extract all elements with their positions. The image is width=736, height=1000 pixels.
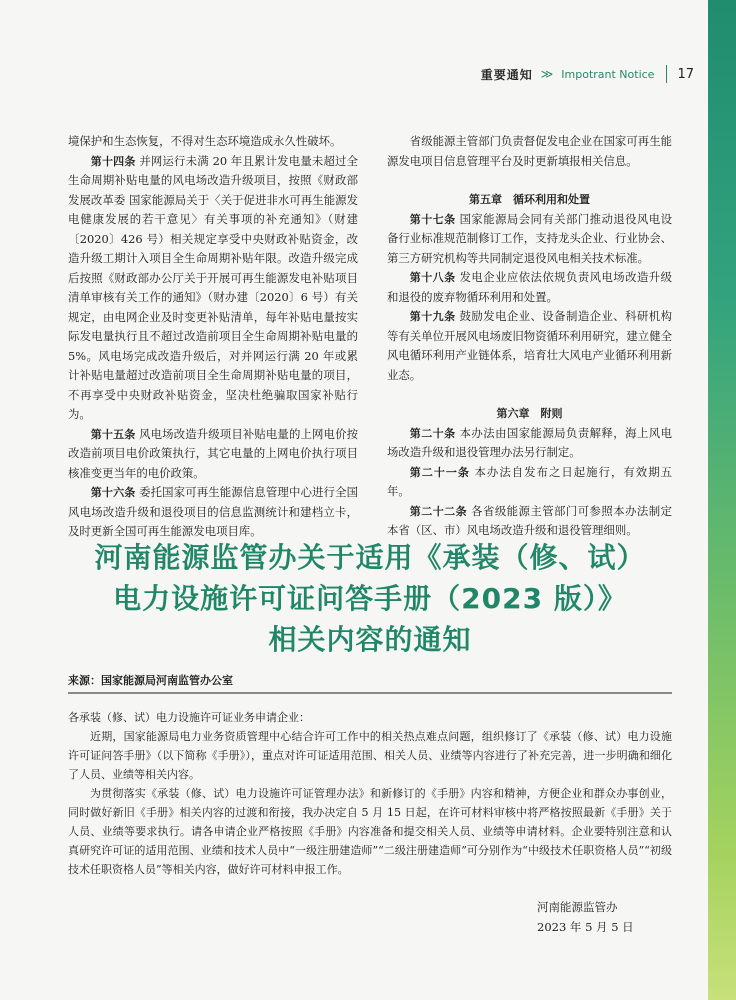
article-label: 第十四条 bbox=[90, 154, 136, 168]
page-header bbox=[481, 64, 694, 84]
article-text: 发电企业应依法依规负责风电场改造升级和退役的废弃物循环利用和处置。 bbox=[387, 270, 672, 304]
notice-paragraph: 为贯彻落实《承装（修、试）电力设施许可证管理办法》和新修订的《手册》内容和精神，方便企业和群众办事创业，同时做好新旧《手册》相关内容的过渡和衔接，我办决定自 5 月 15 日起，在许可材料审核中将严格按照最新《手册》关于人员、业绩等要求执行。请各申请企业严格按照《手册》内容准备和提交相关人员、业绩等申请材料。企业要特别注意和认真研究许可证的适用范围、业绩和技术人员中“一级注册建造师”“二级注册建造师”可分别作为“中级技术任职资格人员”“初级技术任职资格人员”等相关内容，做好许可材料申报工作。 bbox=[68, 787, 672, 876]
article-text: 风电场改造升级项目补贴电量的上网电价按改造前项目电价政策执行，其它电量的上网电价执行项目核准变更当年的电价政策。 bbox=[68, 426, 358, 480]
notice-title-line: 电力设施许可证问答手册（2023 版）》 bbox=[113, 582, 627, 615]
article-text: 鼓励发电企业、设备制造企业、科研机构等有关单位开展风电场废旧物资循环利用研究，建立健全风电循环利用产业链体系，培育壮大风电产业循环利用新业态。 bbox=[387, 309, 672, 382]
notice-body bbox=[68, 708, 672, 879]
chapter-heading: 第五章 循环利用和处置 bbox=[469, 193, 590, 206]
article-label: 第二十条 bbox=[409, 426, 456, 440]
article-text: 并网运行未满 20 年且累计发电量未超过全生命周期补贴电量的风电场改造升级项目，按照《财政部 发展改革委 国家能源局关于〈关于促进非水可再生能源发电健康发展的若干意见〉有关事项的补充通知》（财建〔2020〕426 号）相关规定享受中央财政补贴资金，改造升级工期计入项目全生命周期补贴年限。改造升级完成后按照《财政部办公厅关于开展可再生能源发电补贴项目清单审核有关工作的通知》（财办建〔2020〕6 号）有关规定，由电网企业及时变更补贴清单，每年补贴电量按实际发电量执行且不超过改造前项目全生命周期补贴电量的 5%。风电场完成改造升级后，对并网运行满 20 年或累计补贴电量超过改造前项目全生命周期补贴电量的项目，不再享受中央财政补贴资金，坚决杜绝骗取国家补贴行为。 bbox=[68, 153, 358, 421]
left-column bbox=[68, 132, 358, 542]
section-title-en: Impotrant Notice bbox=[561, 67, 655, 81]
notice-title-line: 河南能源监管办关于适用《承装（修、试） bbox=[94, 541, 646, 574]
article-20 bbox=[387, 424, 672, 463]
right-column bbox=[387, 132, 672, 541]
article-label: 第二十二条 bbox=[409, 504, 468, 518]
header-divider bbox=[666, 65, 667, 83]
article-label: 第十五条 bbox=[90, 427, 136, 441]
article-18 bbox=[387, 268, 672, 307]
article-21 bbox=[387, 463, 672, 502]
article-label: 第十九条 bbox=[409, 310, 456, 323]
chevron-icon: ≫ bbox=[540, 67, 554, 81]
article-22 bbox=[387, 502, 672, 541]
section-title-cn: 重要通知 bbox=[480, 67, 533, 82]
article-text: 本办法自发布之日起施行，有效期五年。 bbox=[387, 464, 672, 498]
article-label: 第十八条 bbox=[409, 271, 456, 284]
notice-title bbox=[40, 537, 700, 660]
greeting: 各承装（修、试）电力设施许可证业务申请企业： bbox=[68, 711, 310, 724]
article-label: 第十六条 bbox=[90, 486, 136, 499]
paragraph: 境保护和生态恢复，不得对生态环境造成永久性破坏。 bbox=[68, 134, 342, 148]
chapter-heading: 第六章 附则 bbox=[496, 407, 563, 420]
article-label: 第十七条 bbox=[409, 212, 456, 226]
notice-paragraph: 近期，国家能源局电力业务资质管理中心结合许可工作中的相关热点难点问题，组织修订了《承装（修、试）电力设施许可证问答手册》（以下简称《手册》），重点对许可证适用范围、相关人员、业绩等内容进行了补充完善，进一步明确和细化了人员、业绩等相关内容。 bbox=[68, 730, 672, 781]
article-text: 国家能源局会同有关部门推动退役风电设备行业标准规范制修订工作，支持龙头企业、行业协会、第三方研究机构等共同制定退役风电相关技术标准。 bbox=[387, 211, 672, 265]
signature-block bbox=[537, 897, 634, 937]
signature-date: 2023 年 5 月 5 日 bbox=[537, 920, 634, 934]
article-15 bbox=[68, 425, 358, 484]
article-17 bbox=[387, 210, 672, 269]
signature-org: 河南能源监管办 bbox=[537, 900, 618, 914]
article-label: 第二十一条 bbox=[409, 465, 470, 479]
paragraph: 省级能源主管部门负责督促发电企业在国家可再生能源发电项目信息管理平台及时更新填报相关信息。 bbox=[387, 134, 672, 168]
article-16 bbox=[68, 483, 358, 542]
page-number: 17 bbox=[677, 66, 694, 82]
article-text: 各省级能源主管部门可参照本办法制定本省（区、市）风电场改造升级和退役管理细则。 bbox=[387, 503, 672, 537]
article-text: 本办法由国家能源局负责解释，海上风电场改造升级和退役管理办法另行制定。 bbox=[387, 425, 672, 459]
article-14 bbox=[68, 152, 358, 425]
source-line: 来源：国家能源局河南监管办公室 bbox=[68, 672, 672, 694]
decorative-side-bar bbox=[708, 0, 736, 1000]
article-text: 委托国家可再生能源信息管理中心进行全国风电场改造升级和退役项目的信息监测统计和建档立卡，及时更新全国可再生能源发电项目库。 bbox=[68, 485, 358, 538]
article-19 bbox=[387, 307, 672, 385]
notice-title-line: 相关内容的通知 bbox=[268, 623, 472, 656]
